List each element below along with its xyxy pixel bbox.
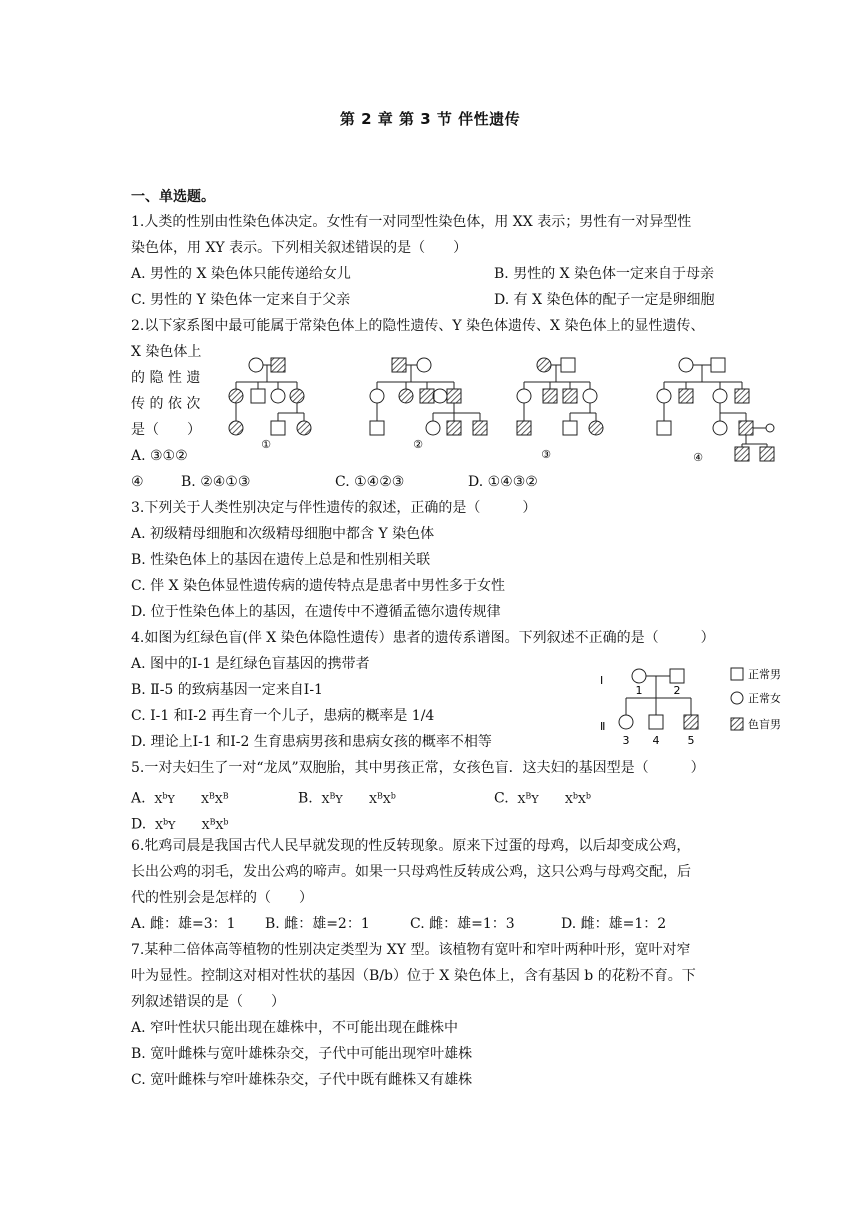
page-title: 第 2 章 第 3 节 伴性遗传 [339,110,521,128]
q2-stem-line1: 2.以下家系图中最可能属于常染色体上的隐性遗传、Y 染色体遗传、X 染色体上的显性遗传、 [131,318,705,334]
q7-stem-line1: 7.某种二倍体高等植物的性别决定类型为 XY 型。该植物有宽叶和窄叶两种叶形，宽叶对窄 [131,942,691,958]
q3-option-d: D. 位于性染色体上的基因，在遗传中不遵循孟德尔遗传规律 [131,604,501,620]
q4-option-c: C. Ⅰ-1 和Ⅰ-2 再生育一个儿子，患病的概率是 1/4 [131,708,435,724]
q1-stem-line1: 1.人类的性别由性染色体决定。女性有一对同型性染色体，用 XX 表示；男性有一对异型性 [131,214,692,230]
legend-colorblind-male: 色盲男 [748,718,781,731]
q6-option-b: B. 雌：雄=2：1 [265,916,370,932]
pedigree-label-1: ① [261,438,271,451]
pedigree-figure-3 [500,348,620,468]
q2-option-b: B. ②④①③ [181,474,251,490]
q5-option-d: D. $X^bY$ $X^BX^b$ [131,816,229,833]
individual-number-5: 5 [687,734,695,747]
q6-option-d: D. 雌：雄=1：2 [561,916,667,932]
q7-stem-line3: 列叙述错误的是（ ） [131,994,285,1010]
q2-option-a-cont: ④ [131,474,144,490]
q3-stem: 3.下列关于人类性别决定与伴性遗传的叙述，正确的是（ ） [131,500,537,516]
q4-option-b: B. Ⅱ-5 的致病基因一定来自Ⅰ-1 [131,682,323,698]
legend-normal-female: 正常女 [748,692,781,705]
individual-number-4: 4 [652,734,660,747]
q2-option-c: C. ①④②③ [335,474,405,490]
q5-option-a: A. $X^bY$ $X^BX^B$ [131,790,229,807]
q2-option-d: D. ①④③② [468,474,538,490]
q5-option-b: B. $X^BY$ $X^BX^b$ [298,790,396,807]
q1-option-c: C. 男性的 Y 染色体一定来自于父亲 [131,292,351,308]
pedigree-figure-2 [352,348,492,458]
q4-option-d: D. 理论上Ⅰ-1 和Ⅰ-2 生育患病男孩和患病女孩的概率不相等 [131,734,492,750]
q5-stem: 5.一对夫妇生了一对“龙凤”双胞胎，其中男孩正常，女孩色盲．这夫妇的基因型是（ ） [131,760,705,776]
q7-option-c: C. 宽叶雌株与窄叶雄株杂交，子代中既有雌株又有雄株 [131,1072,473,1088]
pedigree-label-4: ④ [693,451,703,464]
q3-option-b: B. 性染色体上的基因在遗传上总是和性别相关联 [131,552,431,568]
q1-option-d: D. 有 X 染色体的配子一定是卵细胞 [494,292,715,308]
individual-number-3: 3 [622,734,630,747]
q1-stem-line2: 染色体，用 XY 表示。下列相关叙述错误的是（ ） [131,240,468,256]
q6-stem-line3: 代的性别会是怎样的（ ） [131,890,313,906]
pedigree-figure-4 [650,348,780,468]
q2-side-line3: 传 的 依 次 [131,396,201,412]
q6-stem-line1: 6.牝鸡司晨是我国古代人民早就发现的性反转现象。原来下过蛋的母鸡，以后却变成公鸡， [131,838,691,854]
legend-normal-male: 正常男 [748,668,781,681]
q2-side-line4: 是（ ） [131,422,201,438]
q7-stem-line2: 叶为显性。控制这对相对性状的基因（B/b）位于 X 染色体上，含有基因 b 的花粉不育。下 [131,968,696,984]
q6-stem-line2: 长出公鸡的羽毛，发出公鸡的啼声。如果一只母鸡性反转成公鸡，这只公鸡与母鸡交配，后 [131,864,691,880]
q7-option-a: A. 窄叶性状只能出现在雄株中，不可能出现在雌株中 [131,1020,459,1036]
q5-option-c: C. $X^BY$ $X^bX^b$ [494,790,591,807]
q4-option-a: A. 图中的Ⅰ-1 是红绿色盲基因的携带者 [131,656,370,672]
q7-option-b: B. 宽叶雌株与宽叶雄株杂交，子代中可能出现窄叶雄株 [131,1046,473,1062]
generation-i-label: Ⅰ [600,674,604,687]
individual-number-2: 2 [673,684,681,697]
pedigree-label-2: ② [413,438,423,451]
generation-ii-label: Ⅱ [600,720,606,733]
q6-option-a: A. 雌：雄=3：1 [131,916,236,932]
q3-option-a: A. 初级精母细胞和次级精母细胞中都含 Y 染色体 [131,526,435,542]
q4-pedigree-figure [594,660,794,750]
q2-side-line1: X 染色体上 [131,344,202,360]
q4-stem: 4.如图为红绿色盲(伴 X 染色体隐性遗传）患者的遗传系谱图。下列叙述不正确的是（ ） [131,630,715,646]
section-heading: 一、单选题。 [131,189,215,205]
pedigree-label-3: ③ [541,448,551,461]
individual-number-1: 1 [635,684,643,697]
q3-option-c: C. 伴 X 染色体显性遗传病的遗传特点是患者中男性多于女性 [131,578,505,594]
pedigree-figure-1 [210,348,330,458]
q2-option-a: A. ③①② [131,448,188,464]
q1-option-a: A. 男性的 X 染色体只能传递给女儿 [131,266,351,282]
q6-option-c: C. 雌：雄=1：3 [410,916,515,932]
q1-option-b: B. 男性的 X 染色体一定来自于母亲 [494,266,715,282]
q2-side-line2: 的 隐 性 遗 [131,370,201,386]
